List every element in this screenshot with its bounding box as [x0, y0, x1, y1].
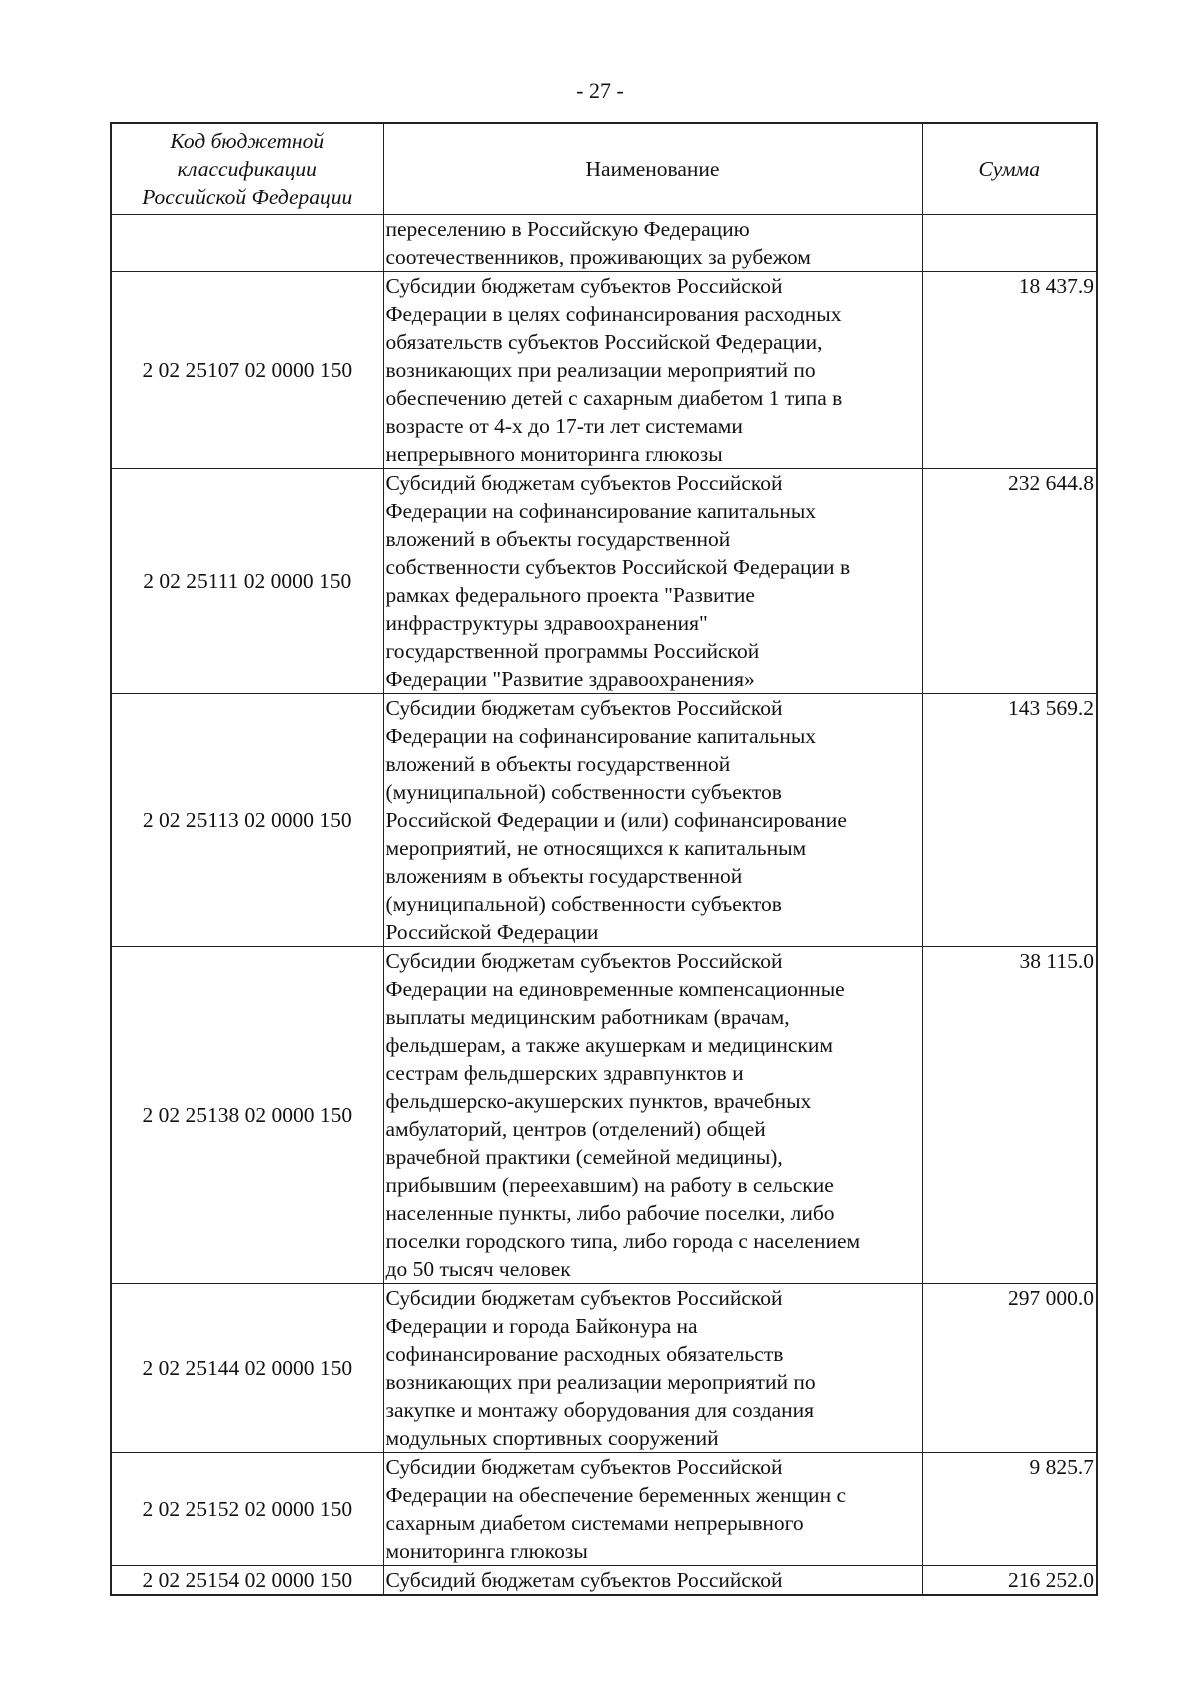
row-name-line: рамках федерального проекта "Развитие: [385, 583, 755, 607]
header-sum: Сумма: [922, 123, 1097, 215]
row-name-line: Федерации на софинансирование капитальных: [385, 724, 817, 748]
row-name-line: возникающих при реализации мероприятий по: [385, 358, 816, 382]
budget-table-container: [110, 122, 1096, 1596]
row-code: 2 02 25152 02 0000 150: [111, 1453, 383, 1566]
row-name-line: Федерации "Развитие здравоохранения»: [385, 667, 755, 691]
row-code: 2 02 25107 02 0000 150: [111, 272, 383, 469]
table-row: [111, 272, 1097, 469]
row-name-line: выплаты медицинским работникам (врачам,: [385, 1005, 790, 1029]
row-name-line: сахарным диабетом системами непрерывного: [385, 1511, 804, 1535]
row-sum: 232 644.8: [922, 469, 1097, 694]
budget-table: [110, 122, 1098, 1596]
table-header-row: [111, 123, 1097, 215]
row-name-line: врачебной практики (семейной медицины),: [385, 1145, 783, 1169]
row-name: [383, 272, 922, 469]
row-name-line: прибывшим (переехавшим) на работу в сельские: [385, 1173, 834, 1197]
row-name-line: переселению в Российскую Федерацию: [385, 217, 750, 241]
header-name: Наименование: [383, 123, 922, 215]
row-sum: 143 569.2: [922, 694, 1097, 947]
row-name-line: модульных спортивных сооружений: [385, 1426, 719, 1450]
row-name-line: Субсидии бюджетам субъектов Российской: [385, 1286, 783, 1310]
row-name-line: фельдшерско-акушерских пунктов, врачебных: [385, 1089, 812, 1113]
row-name-line: поселки городского типа, либо города с населением: [385, 1229, 861, 1253]
table-body: [111, 215, 1097, 1596]
row-name-line: собственности субъектов Российской Федерации в: [385, 555, 851, 579]
row-name-line: мероприятий, не относящихся к капитальным: [385, 836, 807, 860]
table-row: [111, 215, 1097, 272]
row-name-line: Российской Федерации и (или) софинансирование: [385, 808, 847, 832]
row-name-line: амбулаторий, центров (отделений) общей: [385, 1117, 766, 1141]
row-name-line: вложений в объекты государственной: [385, 527, 731, 551]
row-name: [383, 694, 922, 947]
row-name-line: соотечественников, проживающих за рубежом: [385, 245, 811, 269]
row-name-line: обязательств субъектов Российской Федерации,: [385, 330, 823, 354]
row-code: 2 02 25138 02 0000 150: [111, 947, 383, 1284]
row-name-line: до 50 тысяч человек: [385, 1257, 571, 1281]
row-name-line: сестрам фельдшерских здравпунктов и: [385, 1061, 744, 1085]
row-name-line: Федерации на единовременные компенсационные: [385, 977, 845, 1001]
row-sum: 297 000.0: [922, 1284, 1097, 1453]
row-name-line: возникающих при реализации мероприятий по: [385, 1370, 816, 1394]
row-name-line: Федерации на софинансирование капитальных: [385, 499, 817, 523]
row-name-line: Федерации в целях софинансирования расходных: [385, 302, 842, 326]
row-sum: [922, 215, 1097, 272]
row-code: 2 02 25154 02 0000 150: [111, 1566, 383, 1596]
header-code-line: Российской Федерации: [142, 185, 353, 209]
row-name-line: населенные пункты, либо рабочие поселки, либо: [385, 1201, 835, 1225]
row-name-line: Российской Федерации: [385, 920, 599, 944]
page-number: - 27 -: [576, 78, 624, 103]
header-code-line: Код бюджетной: [170, 129, 325, 153]
table-row: [111, 1453, 1097, 1566]
row-name: [383, 947, 922, 1284]
row-name-line: непрерывного мониторинга глюкозы: [385, 442, 723, 466]
row-name-line: обеспечению детей с сахарным диабетом 1 типа в: [385, 386, 843, 410]
row-name: [383, 215, 922, 272]
table-row: [111, 1284, 1097, 1453]
row-name-line: мониторинга глюкозы: [385, 1539, 588, 1563]
row-name-line: Субсидии бюджетам субъектов Российской: [385, 696, 783, 720]
row-name-line: Субсидий бюджетам субъектов Российской: [385, 1568, 783, 1592]
row-sum: 38 115.0: [922, 947, 1097, 1284]
row-name-line: Субсидии бюджетам субъектов Российской: [385, 1455, 783, 1479]
header-code-line: классификации: [177, 157, 317, 181]
row-name-line: возрасте от 4-х до 17-ти лет системами: [385, 414, 743, 438]
row-name-line: Федерации на обеспечение беременных женщин с: [385, 1483, 846, 1507]
row-name-line: Субсидий бюджетам субъектов Российской: [385, 471, 783, 495]
row-name-line: фельдшерам, а также акушеркам и медицинским: [385, 1033, 833, 1057]
row-name-line: (муниципальной) собственности субъектов: [385, 892, 782, 916]
row-name: [383, 1453, 922, 1566]
row-name: [383, 1566, 922, 1596]
row-name-line: государственной программы Российской: [385, 639, 760, 663]
row-name-line: (муниципальной) собственности субъектов: [385, 780, 782, 804]
row-sum: 18 437.9: [922, 272, 1097, 469]
row-name-line: инфраструктуры здравоохранения": [385, 611, 708, 635]
row-name-line: закупке и монтажу оборудования для создания: [385, 1398, 815, 1422]
row-name-line: Федерации и города Байконура на: [385, 1314, 698, 1338]
row-sum: 216 252.0: [922, 1566, 1097, 1596]
row-code: [111, 215, 383, 272]
row-name: [383, 1284, 922, 1453]
table-row: [111, 1566, 1097, 1596]
table-row: [111, 469, 1097, 694]
row-name-line: Субсидии бюджетам субъектов Российской: [385, 274, 783, 298]
row-code: 2 02 25144 02 0000 150: [111, 1284, 383, 1453]
row-name-line: вложениям в объекты государственной: [385, 864, 743, 888]
row-code: 2 02 25111 02 0000 150: [111, 469, 383, 694]
row-name-line: вложений в объекты государственной: [385, 752, 731, 776]
row-name: [383, 469, 922, 694]
row-sum: 9 825.7: [922, 1453, 1097, 1566]
header-code: [111, 123, 383, 215]
row-name-line: Субсидии бюджетам субъектов Российской: [385, 949, 783, 973]
row-code: 2 02 25113 02 0000 150: [111, 694, 383, 947]
table-row: [111, 947, 1097, 1284]
table-row: [111, 694, 1097, 947]
row-name-line: софинансирование расходных обязательств: [385, 1342, 784, 1366]
